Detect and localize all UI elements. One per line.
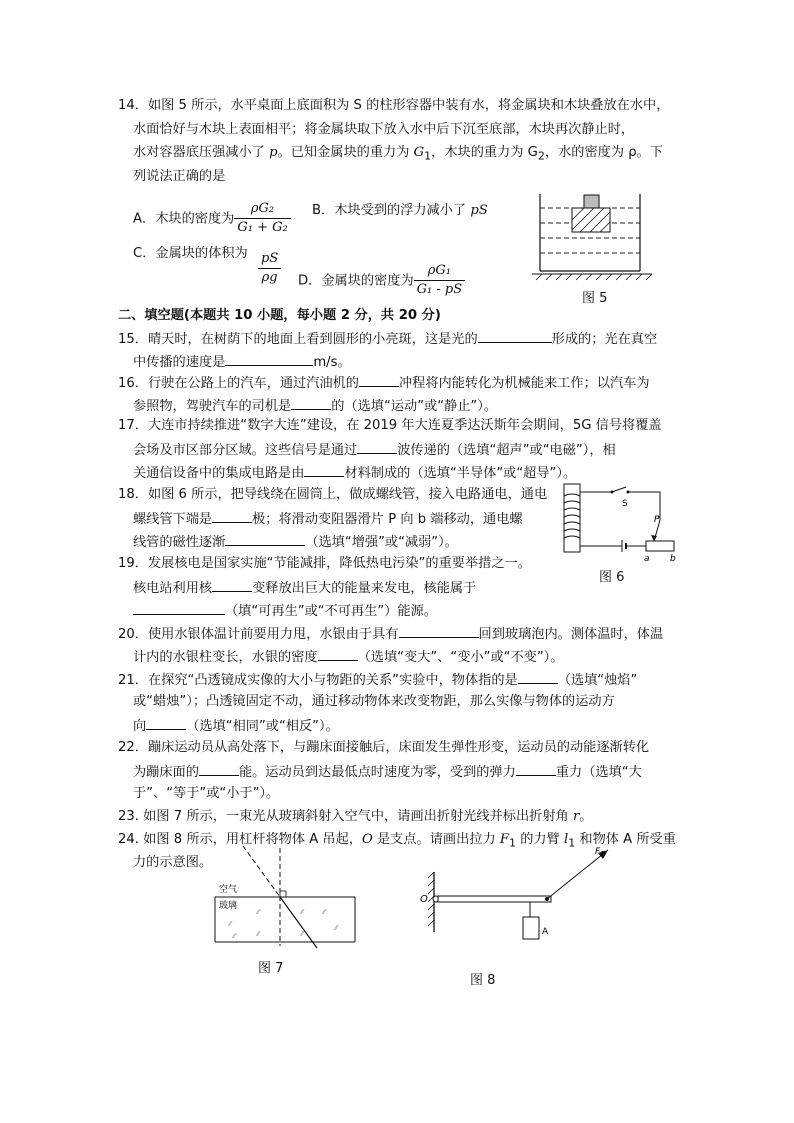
force-subscript: 1 bbox=[600, 850, 605, 858]
q22-line3: 于”、“等于”或“小于”）。 bbox=[133, 786, 280, 801]
q17-text: 会场及市区部分区域。这些信号是通过 bbox=[133, 443, 358, 458]
q16-text: 16．行驶在公路上的汽车，通过汽油机的 bbox=[118, 376, 359, 391]
subscript: 1 bbox=[568, 836, 576, 850]
figure-8-caption: 图 8 bbox=[470, 973, 496, 988]
q22-line2 bbox=[133, 762, 642, 782]
answer-blank[interactable] bbox=[516, 762, 556, 776]
q20-text: 计内的水银柱变长，水银的密度 bbox=[133, 650, 318, 665]
q23-line1 bbox=[118, 808, 592, 826]
q16-line1 bbox=[118, 373, 650, 393]
q19-line1: 19．发展核电是国家实施“节能减排，降低热电污染”的重要举措之一。 bbox=[118, 556, 531, 571]
q14-text: ，水的密度为 ρ。下 bbox=[544, 145, 663, 160]
denominator: ρg bbox=[261, 270, 278, 285]
q24-text: 和物体 A 所受重 bbox=[575, 832, 676, 847]
q21-text: 向 bbox=[133, 719, 147, 734]
q21-line2: 或“蜡烛”）；凸透镜固定不动，通过移动物体来改变物距，那么实像与物体的运动方 bbox=[133, 694, 615, 709]
svg-text:⁄⁄: ⁄⁄ bbox=[323, 908, 326, 916]
end-b-label: b bbox=[670, 554, 676, 564]
q18-line2 bbox=[133, 509, 523, 529]
fraction bbox=[414, 262, 465, 299]
q21-text: （选填“烛焰” bbox=[557, 673, 638, 688]
figure-8 bbox=[420, 842, 620, 952]
q15-line1 bbox=[118, 329, 657, 349]
q14-text: 水对容器底压强减小了 bbox=[133, 145, 270, 160]
figure-7 bbox=[205, 842, 365, 952]
pivot-label: O bbox=[420, 894, 428, 905]
q20-text: （选填“变大”、“变小”或“不变”）。 bbox=[357, 650, 564, 665]
q15-text: m/s。 bbox=[313, 355, 351, 370]
var-o: O bbox=[361, 832, 373, 847]
force-symbol: F bbox=[595, 847, 601, 857]
q18-text: 极；将滑动变阻器滑片 P 向 b 端移动，通电螺 bbox=[252, 512, 523, 527]
var-l: l bbox=[563, 832, 569, 847]
object-a-label: A bbox=[542, 927, 549, 937]
q19-text: （填“可再生”或“不可再生”）能源。 bbox=[225, 604, 437, 619]
numerator: ρG₂ bbox=[234, 200, 290, 219]
svg-text:⁄⁄: ⁄⁄ bbox=[229, 920, 232, 928]
q21-line1 bbox=[118, 670, 637, 690]
option-c-fraction bbox=[258, 250, 281, 287]
q24-text: 是支点。请画出拉力 bbox=[372, 832, 500, 847]
q24-line2: 力的示意图。 bbox=[133, 855, 213, 870]
section-heading: 二、填空题(本题共 10 小题，每小题 2 分，共 20 分) bbox=[118, 308, 441, 323]
answer-blank[interactable] bbox=[133, 601, 225, 615]
q20-text: 回到玻璃泡内。测体温时，体温 bbox=[478, 627, 664, 642]
answer-blank[interactable] bbox=[359, 373, 399, 387]
svg-text:⁄⁄: ⁄⁄ bbox=[257, 930, 260, 938]
figure-7-caption: 图 7 bbox=[258, 961, 284, 976]
q17-line3 bbox=[133, 463, 576, 483]
q18-line1: 18．如图 6 所示，把导线绕在圆筒上，做成螺线管，接入电路通电，通电 bbox=[118, 487, 548, 502]
q19-line3 bbox=[133, 601, 437, 621]
air-label: 空气 bbox=[219, 885, 238, 895]
q19-text: 变释放出巨大的能量来发电，核能属于 bbox=[252, 581, 477, 596]
answer-blank[interactable] bbox=[199, 762, 239, 776]
var-p: p bbox=[269, 145, 278, 160]
q20-line1 bbox=[118, 624, 663, 644]
svg-text:⁄⁄: ⁄⁄ bbox=[301, 930, 304, 938]
option-d bbox=[298, 262, 465, 299]
q22-line1: 22．蹦床运动员从高处落下，与蹦床面接触后，床面发生弹性形变，运动员的动能逐渐转化 bbox=[118, 740, 650, 755]
q20-text: 20．使用水银体温计前要用力甩，水银由于具有 bbox=[118, 627, 399, 642]
option-b bbox=[312, 202, 488, 220]
q22-text: 为蹦床面的 bbox=[133, 765, 199, 780]
answer-blank[interactable] bbox=[146, 716, 186, 730]
subscript: 1 bbox=[509, 836, 517, 850]
q18-text: （选填“增强”或“减弱”）。 bbox=[305, 535, 458, 550]
q15-text: 中传播的速度是 bbox=[133, 355, 226, 370]
var-r: r bbox=[572, 809, 580, 824]
answer-blank[interactable] bbox=[318, 647, 358, 661]
q20-line2 bbox=[133, 647, 563, 667]
q19-text: 核电站利用核 bbox=[133, 581, 213, 596]
end-a-label: a bbox=[644, 554, 650, 564]
denominator: G₁ + G₂ bbox=[237, 220, 288, 235]
q22-text: 重力（选填“大 bbox=[555, 765, 642, 780]
answer-blank[interactable] bbox=[291, 396, 331, 410]
option-d-label: D．金属块的密度为 bbox=[298, 273, 414, 289]
answer-blank[interactable] bbox=[357, 440, 397, 454]
var-g: G bbox=[413, 145, 425, 160]
q15-line2 bbox=[133, 352, 351, 372]
option-a-label: A．木块的密度为 bbox=[133, 211, 235, 227]
q24-text: 的力臂 bbox=[516, 832, 564, 847]
q24-text: 24. 如图 8 所示，用杠杆将物体 A 吊起， bbox=[118, 832, 362, 847]
force-label bbox=[595, 847, 605, 858]
slider-label: P bbox=[654, 515, 660, 525]
q14-text: ，木块的重力为 G bbox=[431, 145, 538, 160]
var-ps: pS bbox=[470, 203, 488, 218]
fraction bbox=[234, 200, 290, 237]
svg-text:⁄⁄: ⁄⁄ bbox=[233, 932, 236, 940]
denominator: G₁ - pS bbox=[416, 282, 463, 297]
var-f: F bbox=[499, 832, 510, 847]
q21-line3 bbox=[133, 716, 339, 736]
q18-line3 bbox=[133, 532, 458, 552]
q17-text: 关通信设备中的集成电路是由 bbox=[133, 466, 305, 481]
q15-text: 形成的；光在真空 bbox=[551, 332, 658, 347]
option-b-label: B．木块受到的浮力减小了 bbox=[312, 203, 471, 218]
answer-blank[interactable] bbox=[225, 352, 313, 366]
fraction bbox=[258, 250, 281, 287]
q18-text: 螺线管下端是 bbox=[133, 512, 213, 527]
q21-text: 21．在探究“凸透镜成实像的大小与物距的关系”实验中，物体指的是 bbox=[118, 673, 518, 688]
numerator: ρG₁ bbox=[414, 262, 465, 281]
subscript: 1 bbox=[424, 149, 432, 163]
q23-text: 。 bbox=[579, 809, 593, 824]
svg-text:⁄⁄: ⁄⁄ bbox=[257, 908, 260, 916]
option-c-label: C．金属块的体积为 bbox=[133, 246, 248, 261]
answer-blank[interactable] bbox=[212, 578, 252, 592]
numerator: pS bbox=[258, 250, 281, 269]
q14-line3 bbox=[133, 144, 663, 166]
option-a bbox=[133, 200, 291, 237]
q16-text: 参照物，驾驶汽车的司机是 bbox=[133, 399, 292, 414]
figure-5-caption: 图 5 bbox=[582, 291, 608, 306]
q23-text: 23. 如图 7 所示，一束光从玻璃斜射入空气中，请画出折射光线并标出折射角 bbox=[118, 809, 573, 824]
answer-blank[interactable] bbox=[518, 670, 558, 684]
q15-text: 15．晴天时，在树荫下的地面上看到圆形的小亮斑，这是光的 bbox=[118, 332, 478, 347]
answer-blank[interactable] bbox=[399, 624, 479, 638]
q16-text: 的（选填“运动”或“静止”）。 bbox=[331, 399, 498, 414]
q19-line2 bbox=[133, 578, 476, 598]
subscript: 2 bbox=[537, 149, 545, 163]
svg-text:⁄⁄: ⁄⁄ bbox=[301, 908, 304, 916]
switch-label: S bbox=[622, 499, 628, 509]
q21-text: （选填“相同”或“相反”）。 bbox=[186, 719, 339, 734]
q16-text: 冲程将内能转化为机械能来工作；以汽车为 bbox=[398, 376, 650, 391]
q17-text: 波传递的（选填“超声”或“电磁”），相 bbox=[397, 443, 616, 458]
glass-label: 玻璃 bbox=[219, 901, 238, 911]
q18-text: 线管的磁性逐渐 bbox=[133, 535, 226, 550]
q17-text: 材料制成的（选填“半导体”或“超导”）。 bbox=[344, 466, 577, 481]
svg-text:⁄⁄: ⁄⁄ bbox=[335, 924, 338, 932]
q17-line1: 17．大连市持续推进“数字大连”建设，在 2019 年大连夏季达沃斯年会期间，5G 信号将覆盖 bbox=[118, 418, 662, 433]
answer-blank[interactable] bbox=[225, 532, 305, 546]
figure-5 bbox=[528, 186, 658, 286]
q14-text: 。已知金属块的重力为 bbox=[277, 145, 414, 160]
q17-line2 bbox=[133, 440, 616, 460]
q14-line4: 列说法正确的是 bbox=[133, 169, 226, 184]
figure-6-caption: 图 6 bbox=[599, 570, 625, 585]
q16-line2 bbox=[133, 396, 497, 416]
figure-6 bbox=[556, 478, 696, 568]
answer-blank[interactable] bbox=[478, 329, 552, 343]
answer-blank[interactable] bbox=[304, 463, 344, 477]
q14-line2: 水面恰好与木块上表面相平；将金属块取下放入水中后下沉至底部，木块再次静止时， bbox=[133, 122, 635, 137]
answer-blank[interactable] bbox=[212, 509, 252, 523]
q14-line1: 14．如图 5 所示，水平桌面上底面积为 S 的柱形容器中装有水，将金属块和木块叠放在水中， bbox=[118, 98, 670, 113]
q22-text: 能。运动员到达最低点时速度为零，受到的弹力 bbox=[238, 765, 516, 780]
